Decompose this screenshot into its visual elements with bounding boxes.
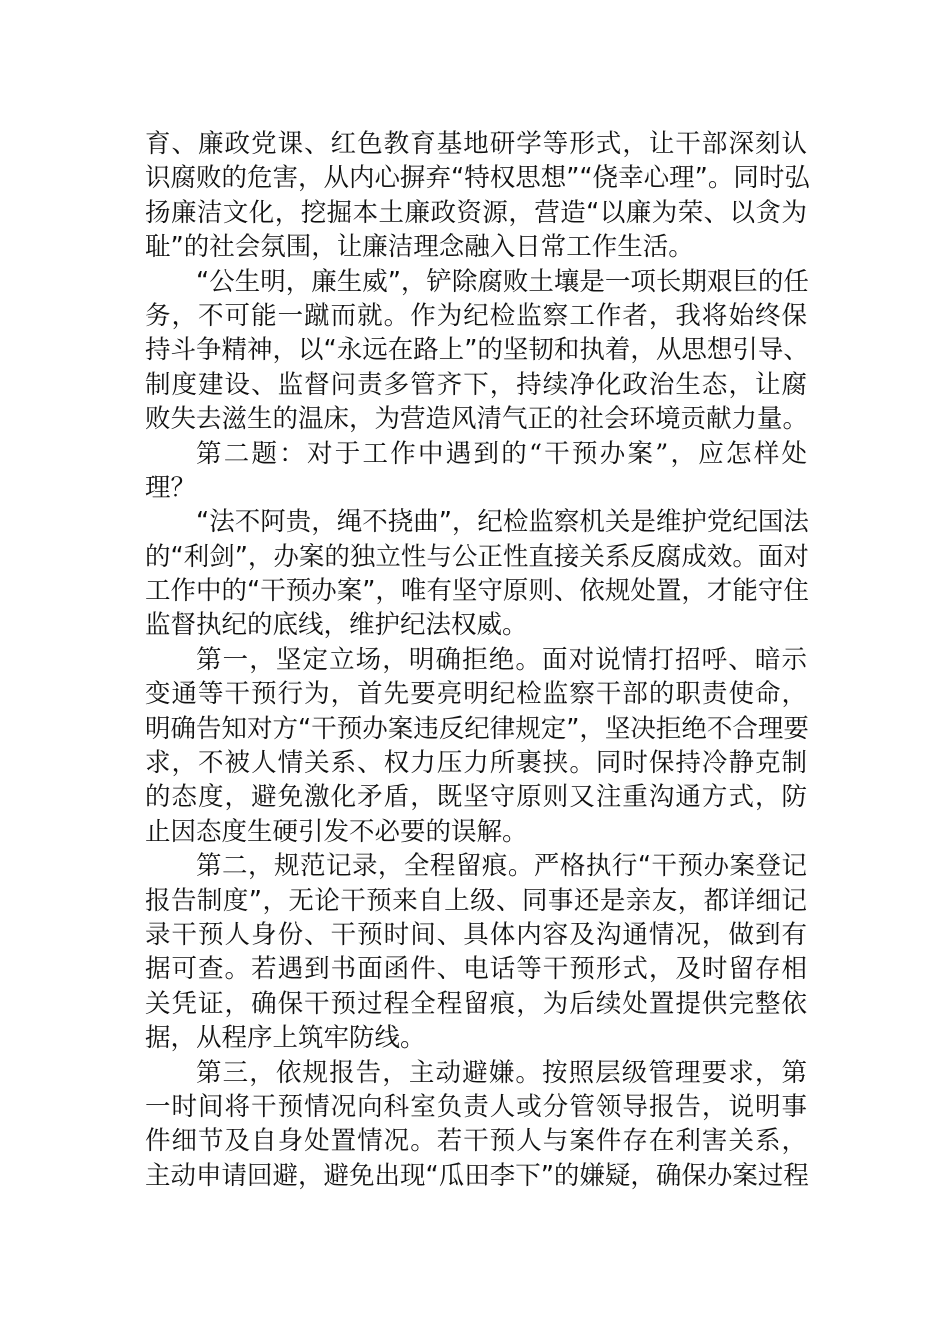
text-line: 的态度，避免激化矛盾，既坚守原则又注重沟通方式，防 (145, 782, 807, 813)
text-line: 报告制度”，无论干预来自上级、同事还是亲友，都详细记 (145, 885, 807, 916)
text-line: 败失去滋生的温床，为营造风清气正的社会环境贡献力量。 (145, 404, 809, 435)
text-line: 求，不被人情关系、权力压力所裹挟。同时保持冷静克制 (145, 748, 807, 779)
text-line: 育、廉政党课、红色教育基地研学等形式，让干部深刻认 (145, 129, 807, 159)
text-line: 制度建设、监督问责多管齐下，持续净化政治生态，让腐 (145, 369, 807, 400)
text-line: 的“利剑”，办案的独立性与公正性直接关系反腐成效。面对 (145, 541, 809, 572)
question-heading: 第二题：对于工作中遇到的“干预办案”，应怎样处 (196, 438, 807, 469)
text-line: 明确告知对方“干预办案违反纪律规定”，坚决拒绝不合理要 (145, 713, 809, 744)
text-line: 一时间将干预情况向科室负责人或分管领导报告，说明事 (145, 1091, 807, 1122)
paragraph-first-line: “法不阿贵，绳不挠曲”，纪检监察机关是维护党纪国法 (196, 507, 809, 538)
document-page (145, 127, 810, 1193)
text-line: 据可查。若遇到书面函件、电话等干预形式，及时留存相 (145, 954, 807, 985)
paragraph-first-line: 第一，坚定立场，明确拒绝。面对说情打招呼、暗示 (196, 644, 807, 675)
question-heading: 理？ (145, 472, 197, 503)
paragraph-first-line: 第二，规范记录，全程留痕。严格执行“干预办案登记 (196, 851, 807, 882)
text-line: 变通等干预行为，首先要亮明纪检监察干部的职责使命， (145, 679, 807, 710)
text-line: 监督执纪的底线，维护纪法权威。 (145, 610, 528, 641)
text-line: 工作中的“干预办案”，唯有坚守原则、依规处置，才能守住 (145, 576, 809, 607)
text-line: 主动申请回避，避免出现“瓜田李下”的嫌疑，确保办案过程 (145, 1160, 809, 1191)
text-line: 录干预人身份、干预时间、具体内容及沟通情况，做到有 (145, 919, 807, 950)
text-line: 务，不可能一蹴而就。作为纪检监察工作者，我将始终保 (145, 300, 807, 331)
paragraph-first-line: “公生明，廉生威”，铲除腐败土壤是一项长期艰巨的任 (196, 266, 809, 297)
text-line: 据，从程序上筑牢防线。 (145, 1023, 426, 1054)
text-line: 止因态度生硬引发不必要的误解。 (145, 816, 528, 847)
text-line: 持斗争精神，以“永远在路上”的坚韧和执着，从思想引导、 (145, 335, 809, 366)
text-line: 扬廉洁文化，挖掘本土廉政资源，营造“以廉为荣、以贪为 (145, 197, 807, 228)
text-line: 耻”的社会氛围，让廉洁理念融入日常工作生活。 (145, 232, 694, 263)
text-line: 关凭证，确保干预过程全程留痕，为后续处置提供完整依 (145, 988, 807, 1019)
text-line: 识腐败的危害，从内心摒弃“特权思想”“侥幸心理”。同时弘 (145, 163, 810, 194)
text-line: 件细节及自身处置情况。若干预人与案件存在利害关系， (145, 1126, 807, 1157)
paragraph-first-line: 第三，依规报告，主动避嫌。按照层级管理要求，第 (196, 1057, 807, 1088)
